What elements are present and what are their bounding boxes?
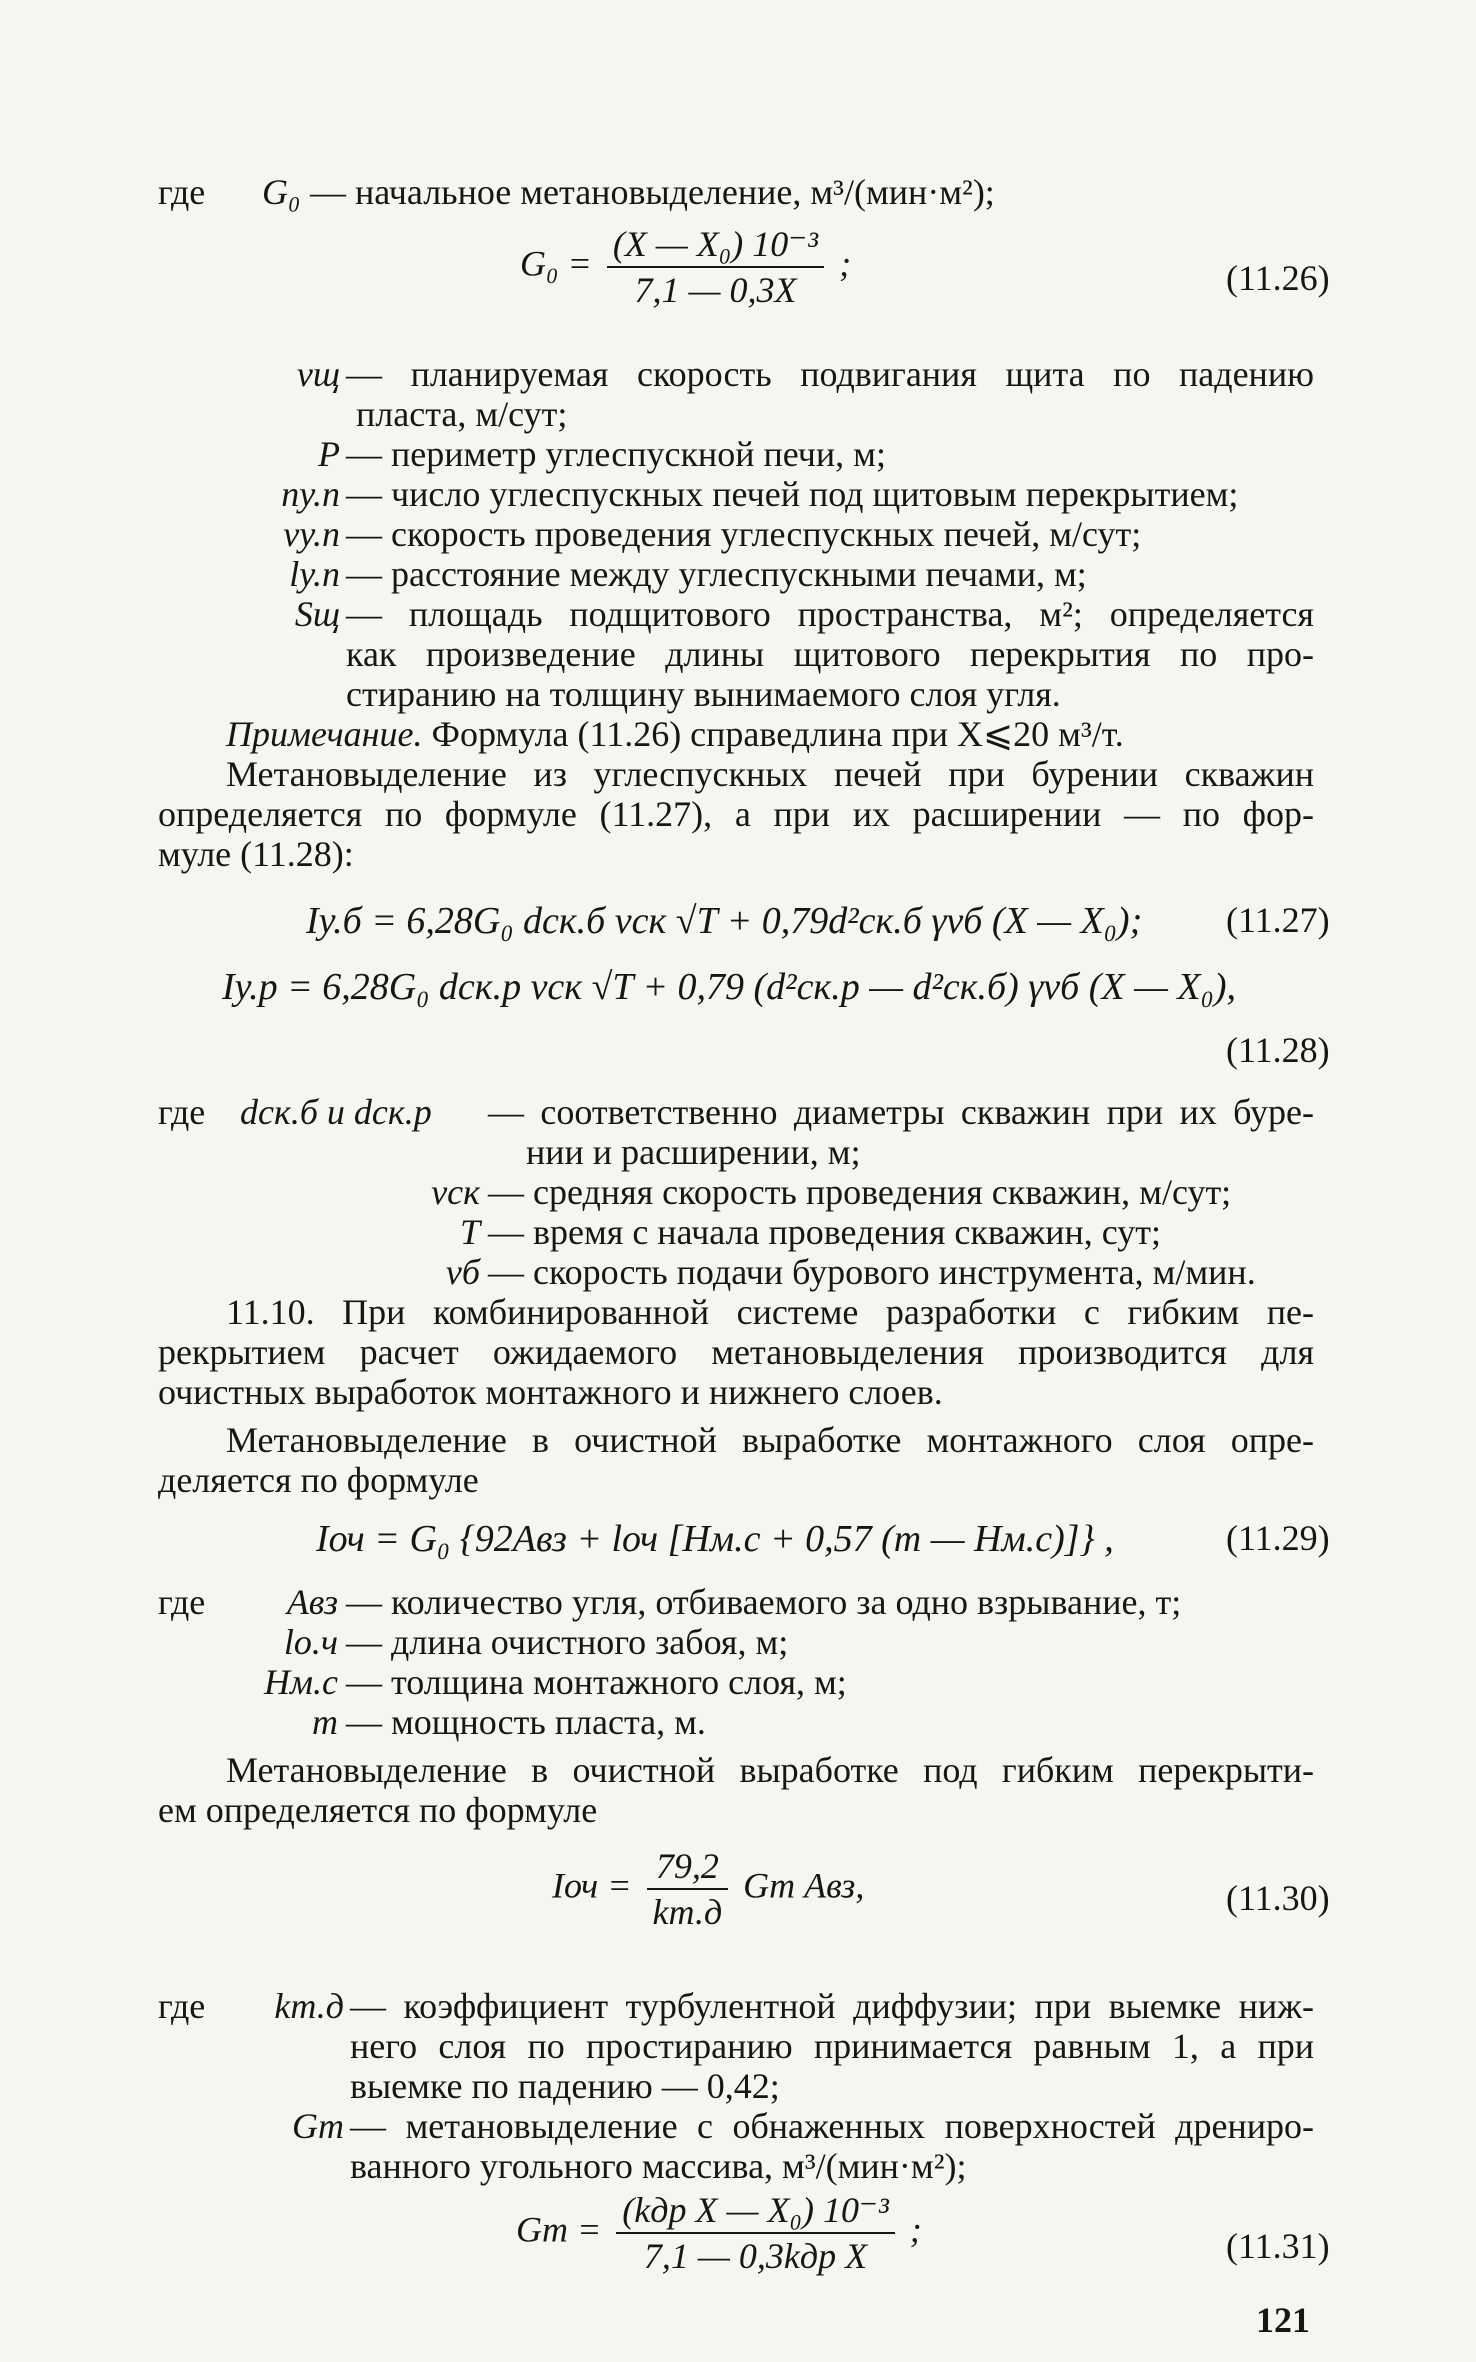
eq-tail: ; <box>839 243 852 284</box>
def-v-shield: — планируемая скорость подвигания щита по падению <box>346 354 1314 394</box>
equation-11-31 <box>516 2190 922 2277</box>
def-d-boreholes-cont: нии и расширении, м; <box>526 1132 861 1172</box>
eq-fraction <box>607 224 824 311</box>
def-g-surface-line1: — метановыделение с обнаженных поверхностей дрениро- <box>350 2106 1314 2146</box>
eq-numerator: (kдр X — X₀) 10⁻³ <box>622 2190 889 2230</box>
para1-line2: определяется по формуле (11.27), а при их расширении — по фор- <box>158 794 1314 834</box>
symbol-d-boreholes: dск.б и dск.р <box>240 1092 432 1132</box>
equation-11-28: Iу.р = 6,28G₀ dск.р vск √T + 0,79 (d²ск.р — d²ск.б) γvб (X — X₀), <box>222 966 1236 1008</box>
equation-11-29: Iоч = G₀ {92Aвз + lоч [Hм.с + 0,57 (m — Hм.с)]} , <box>316 1518 1114 1560</box>
equation-11-30 <box>552 1846 864 1933</box>
eq-denominator: 7,1 — 0,3kдр X <box>616 2232 894 2276</box>
page-number: 121 <box>1256 2300 1310 2340</box>
para4-line1: Метановыделение в очистной выработке под гибким перекрыти- <box>226 1750 1314 1790</box>
eq-tail: ; <box>909 2209 922 2250</box>
symbol-time: T <box>459 1212 480 1252</box>
def-d-boreholes: — соответственно диаметры скважин при их буре- <box>488 1092 1314 1132</box>
symbol-g-surface: Gт <box>292 2106 344 2146</box>
eq-denominator: kт.д <box>647 1888 729 1932</box>
para1-line3: муле (11.28): <box>158 834 354 874</box>
eq-fraction <box>616 2190 894 2277</box>
def-s-shield: — площадь подщитового пространства, м²; определяется <box>346 594 1314 634</box>
symbol-n-chutes: nу.п <box>281 474 340 514</box>
eq-numerator: 79,2 <box>655 1846 719 1886</box>
symbol-v-drill: vб <box>445 1252 480 1292</box>
def-m-seam: — мощность пласта, м. <box>346 1702 706 1742</box>
para3-line1: Метановыделение в очистной выработке монтажного слоя опре- <box>226 1420 1314 1460</box>
def-time: — время с начала проведения скважин, сут; <box>488 1212 1161 1252</box>
eq-lhs: G₀ = <box>520 243 592 284</box>
equation-label-11-28: (11.28) <box>1226 1030 1330 1070</box>
eq-denominator: 7,1 — 0,3X <box>607 266 824 310</box>
equation-11-27: Iу.б = 6,28G₀ dск.б vск √T + 0,79d²ск.б γvб (X — X₀); <box>306 900 1143 942</box>
symbol-s-shield: Sщ <box>294 594 340 634</box>
para4-line2: ем определяется по формуле <box>158 1790 598 1830</box>
def-s-shield-cont2: стиранию на толщину вынимаемого слоя угля. <box>346 674 1061 714</box>
def-a-blast: — количество угля, отбиваемого за одно взрывание, т; <box>346 1582 1182 1622</box>
def-n-chutes: — число углеспускных печей под щитовым перекрытием; <box>346 474 1239 514</box>
note-label: Примечание. <box>226 714 423 754</box>
symbol-v-borehole: vск <box>431 1172 480 1212</box>
para2-line3: очистных выработок монтажного и нижнего слоев. <box>158 1372 943 1412</box>
def-v-drill: — скорость подачи бурового инструмента, м/мин. <box>488 1252 1256 1292</box>
symbol-k-diffusion: kт.д <box>274 1986 344 2026</box>
defs2-intro: где <box>158 1092 206 1132</box>
defs3-intro: где <box>158 1582 206 1622</box>
eq-tail: Gт Aвз, <box>743 1865 865 1906</box>
para2-line2: рекрытием расчет ожидаемого метановыделения производится для <box>158 1332 1314 1372</box>
symbol-m-seam: m <box>312 1702 338 1742</box>
def-v-chutes: — скорость проведения углеспускных печей, м/сут; <box>346 514 1142 554</box>
para3-line2: деляется по формуле <box>158 1460 479 1500</box>
symbol-perimeter: P <box>318 434 340 474</box>
def-g-surface-line2: ванного угольного массива, м³/(мин·м²); <box>350 2146 967 2186</box>
eq-lhs: Iоч = <box>552 1865 632 1906</box>
note-text: Формула (11.26) справедлина при X⩽20 м³/т. <box>431 714 1124 754</box>
def-k-diffusion-line2: него слоя по простиранию принимается равным 1, а при <box>350 2026 1314 2066</box>
def-k-diffusion-line1: — коэффициент турбулентной диффузии; при выемке ниж- <box>350 1986 1314 2026</box>
equation-label-11-30: (11.30) <box>1226 1878 1330 1918</box>
para2-line1: 11.10. При комбинированной системе разработки с гибким пе- <box>226 1292 1314 1332</box>
symbol-v-chutes: vу.п <box>283 514 340 554</box>
g0-symbol: G₀ <box>262 172 301 212</box>
eq-lhs: Gт = <box>516 2209 602 2250</box>
intro-word-where: где <box>158 172 206 212</box>
def-l-face: — длина очистного забоя, м; <box>346 1622 789 1662</box>
def-v-shield-cont: пласта, м/сут; <box>356 394 568 434</box>
def-perimeter: — периметр углеспускной печи, м; <box>346 434 886 474</box>
def-h-layer: — толщина монтажного слоя, м; <box>346 1662 847 1702</box>
def-v-borehole: — средняя скорость проведения скважин, м/сут; <box>488 1172 1232 1212</box>
symbol-l-face: lо.ч <box>283 1622 338 1662</box>
equation-label-11-26: (11.26) <box>1226 258 1330 298</box>
symbol-v-shield: vщ <box>296 354 340 394</box>
g0-description: — начальное метановыделение, м³/(мин·м²); <box>310 172 995 212</box>
def-k-diffusion-line3: выемке по падению — 0,42; <box>350 2066 780 2106</box>
defs4-intro: где <box>158 1986 206 2026</box>
equation-11-26 <box>520 224 851 311</box>
para1-line1: Метановыделение из углеспускных печей при бурении скважин <box>226 754 1314 794</box>
equation-label-11-31: (11.31) <box>1226 2226 1330 2266</box>
symbol-l-chutes: lу.п <box>289 554 340 594</box>
def-s-shield-cont: как произведение длины щитового перекрытия по про- <box>346 634 1314 674</box>
note-line <box>226 714 1124 754</box>
symbol-h-layer: Hм.с <box>264 1662 338 1702</box>
equation-label-11-29: (11.29) <box>1226 1518 1330 1558</box>
equation-label-11-27: (11.27) <box>1226 900 1330 940</box>
eq-fraction <box>647 1846 729 1933</box>
eq-numerator: (X — X₀) 10⁻³ <box>612 224 819 264</box>
def-l-chutes: — расстояние между углеспускными печами, м; <box>346 554 1087 594</box>
symbol-a-blast: Aвз <box>286 1582 338 1622</box>
